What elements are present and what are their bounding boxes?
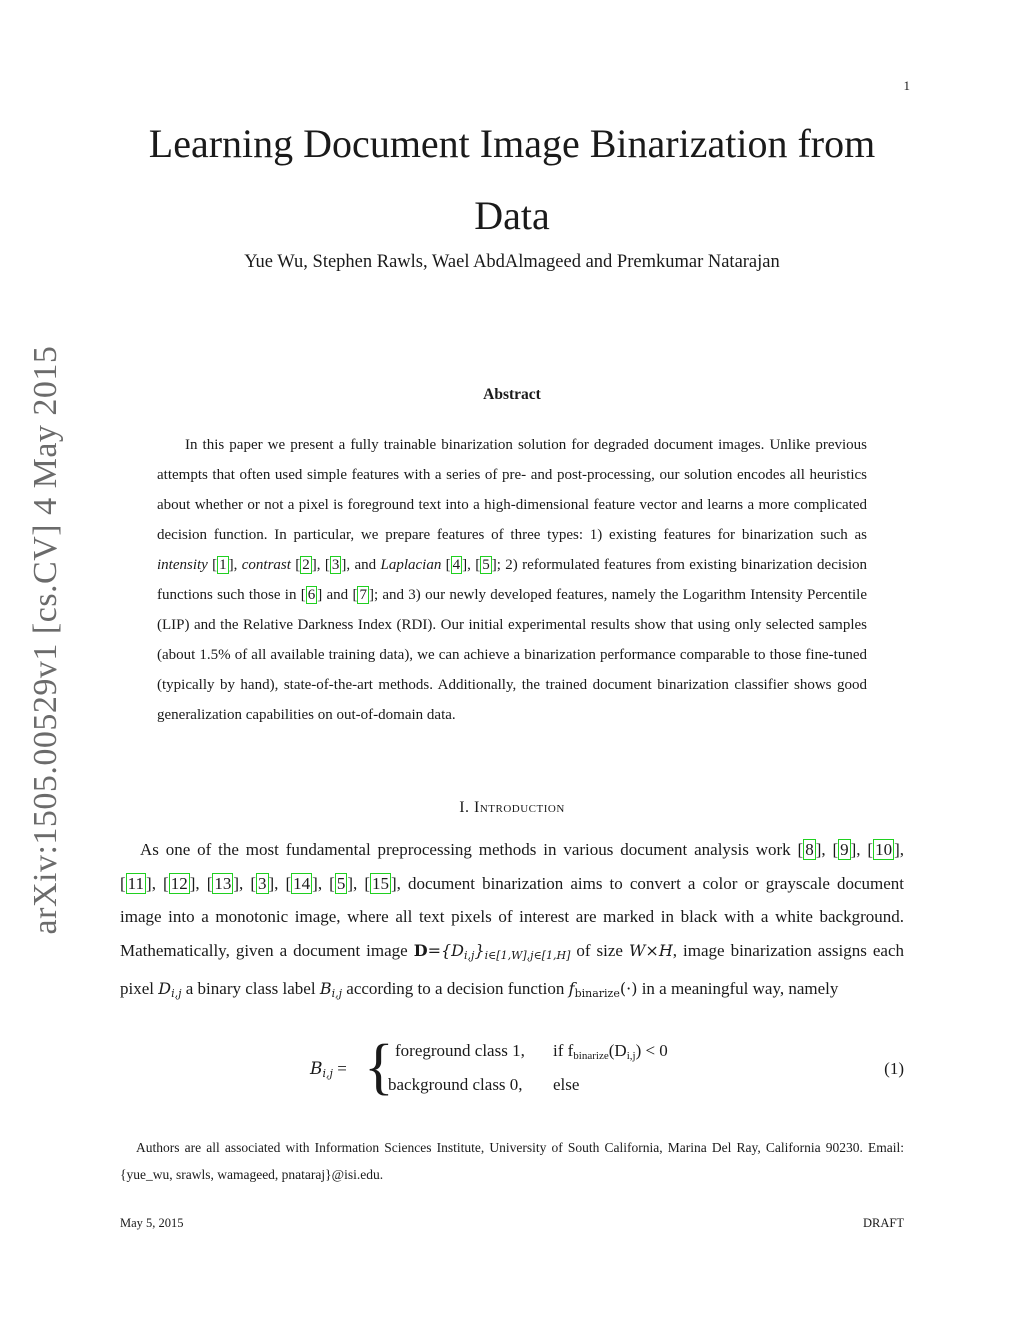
title-line-2: Data bbox=[474, 193, 550, 238]
equation-case-2 bbox=[388, 1075, 523, 1095]
citation-link[interactable]: 14 bbox=[293, 873, 311, 893]
case-2-value: background class 0, bbox=[388, 1075, 523, 1094]
citation-link[interactable]: 6 bbox=[307, 587, 316, 603]
equation-case-1-condition: if $f_{binarize}(D_{i,j}) < 0$ bbox=[553, 1041, 668, 1062]
citation-link[interactable]: 7 bbox=[359, 587, 367, 603]
intro-text-2: document binarization aims to convert a color or grayscale document image into a monotonic image, where all text pixels of interest are marked in black with a white background. Mathematically, given a document image bbox=[120, 873, 905, 960]
term-laplacian: Laplacian bbox=[380, 557, 442, 573]
section-heading-introduction bbox=[100, 799, 924, 817]
case-1-value: foreground class 1, bbox=[395, 1041, 525, 1060]
section-numeral: I. bbox=[459, 799, 470, 816]
affiliation-footnote bbox=[120, 1134, 904, 1188]
equation-1 bbox=[120, 1035, 904, 1107]
citation-link[interactable]: 5 bbox=[336, 873, 346, 893]
citation-link[interactable]: 10 bbox=[875, 840, 893, 859]
citation-link[interactable]: 12 bbox=[170, 873, 188, 893]
citation-link[interactable]: 2 bbox=[302, 557, 310, 573]
paper-title bbox=[100, 108, 924, 252]
intro-text-4: , image binarization assigns each pixel bbox=[120, 940, 905, 998]
math-label: $B_{i,j}$ bbox=[319, 979, 343, 1000]
abstract-text-3: ; and 3) our newly developed features, namely the Logarithm Intensity Percentile (LIP) and the Relative Darkness Index (RDI). Our initial experimental results show that using only selected samples (about 1.5% of all available training data), we can achieve a binarization performance comparable to those fine-tuned (typically by hand), state-of-the-art methods. Additionally, the trained document binarization classifier shows good generalization capabilities on out-of-domain data. bbox=[157, 587, 867, 723]
math-pixel: $D_{i,j}$ bbox=[158, 979, 182, 1000]
citation-link[interactable]: 1 bbox=[219, 557, 227, 573]
title-line-1: Learning Document Image Binarization from bbox=[148, 121, 876, 166]
intro-text-3: of size bbox=[576, 940, 623, 960]
abstract-text-2: ; 2) reformulated features from existing binarization decision functions such those in bbox=[157, 557, 868, 603]
citation-link[interactable]: 8 bbox=[805, 840, 814, 859]
footer-status: DRAFT bbox=[863, 1216, 904, 1230]
author-list: Yue Wu, Stephen Rawls, Wael AbdAlmageed and Premkumar Natarajan bbox=[244, 252, 780, 272]
case-1-cond-end: ) < 0 bbox=[635, 1041, 668, 1060]
citation-link[interactable]: 11 bbox=[127, 873, 145, 893]
case-2-cond: else bbox=[553, 1075, 580, 1094]
citation-link[interactable]: 13 bbox=[214, 873, 232, 893]
citation-link[interactable]: 3 bbox=[258, 873, 267, 893]
conj-and: and bbox=[326, 587, 349, 603]
equation-lhs: $B_{i,j}$ = bbox=[310, 1059, 347, 1080]
case-1-cond-prefix: if f bbox=[553, 1041, 574, 1060]
citation-link[interactable]: 4 bbox=[452, 557, 461, 573]
page-number: 1 bbox=[903, 78, 910, 93]
intro-text-7: in a meaningful way, namely bbox=[641, 979, 839, 998]
abstract-heading: Abstract bbox=[483, 386, 541, 403]
intro-text-6: according to a decision function bbox=[346, 979, 565, 998]
case-1-cond-tail: (D bbox=[608, 1041, 627, 1060]
abstract-paragraph: In this paper we present a fully trainable binarization solution for degraded document images. Unlike previous attempts that often used simple features with a series of pre- and post-processing, our solution encodes all heuristics about whether or not a pixel is foreground text into a high-dimensional feature vector and learns a more complicated decision function. In particular, we prepare features of three types: 1) existing features for binarization such as intensity [ 1 ], contrast [ 2 ], [ 3 ], and Laplacian [ 4 ], [ 5 ]; 2) reformulated features from existing binarization decision functions such those in [ 6 ] and [ 7 ]; and 3) our newly developed features, namely the Logarithm Intensity Percentile (LIP) and the Relative Darkness Index (RDI). Our initial experimental results show that using only selected samples (about 1.5% of all available training data), we can achieve a binarization performance comparable to those fine-tuned (typically by hand), state-of-the-art methods. Additionally, the trained document binarization classifier shows good generalization capabilities on out-of-domain data. bbox=[157, 437, 868, 723]
introduction-body bbox=[120, 833, 904, 1011]
intro-text-5: a binary class label bbox=[185, 979, 316, 998]
equation-number: (1) bbox=[884, 1059, 904, 1078]
equation-case-2-condition bbox=[553, 1075, 579, 1095]
citation-link[interactable]: 3 bbox=[331, 557, 340, 573]
citation-link[interactable]: 9 bbox=[840, 840, 849, 859]
footnote-text: Authors are all associated with Information Sciences Institute, University of South California, Marina Del Ray, California 90230. Email: {yue_wu, srawls, wamageed, pnataraj}@isi.edu. bbox=[120, 1140, 904, 1182]
section-title: Introduction bbox=[474, 799, 565, 816]
arxiv-stamp: arXiv:1505.00529v1 [cs.CV] 4 May 2015 bbox=[27, 345, 64, 935]
intro-text-1: As one of the most fundamental preprocessing methods in various document analysis work bbox=[140, 840, 791, 859]
term-contrast: contrast bbox=[241, 557, 291, 573]
math-decision-function: $f_{binarize}(\cdot)$ bbox=[568, 979, 638, 1000]
equation-case-1 bbox=[395, 1041, 525, 1061]
term-intensity: intensity bbox=[157, 557, 208, 573]
eq-lhs-symbol: B bbox=[310, 1059, 323, 1079]
abstract-text-1: In this paper we present a fully trainable binarization solution for degraded document images. Unlike previous attempts that often used simple features with a series of pre- and post-processing, our solution encodes all heuristics about whether or not a pixel is foreground text into a high-dimensional feature vector and learns a more complicated decision function. In particular, we prepare features of three types: 1) existing features for binarization such as bbox=[157, 437, 867, 543]
conj-and: and bbox=[354, 557, 377, 573]
left-brace: { bbox=[364, 1033, 394, 1101]
math-size: W×H bbox=[628, 940, 673, 960]
citation-link[interactable]: 15 bbox=[371, 873, 389, 893]
abstract-body bbox=[157, 430, 867, 730]
math-document-set: $D=\{D_{i,j}\}_{i\in[1,W],j\in[1,H]}$ bbox=[413, 940, 571, 962]
intro-paragraph: As one of the most fundamental preprocessing methods in various document analysis work [ 8 ], [ 9 ], [ 10 ], [ 11 ], [ 12 ], [ 13 ], [ 3 ], [ 14 ], [ 5 ], [ 15 ], document binarization aims to convert a color or grayscale document image into a monotonic image, where all text pixels of interest are marked in black with a white background. Mathematically, given a document image $D=\{D_{i,j}\}_{i\in[1,W],j\in[1,H]}$ of size W×H, image binarization assigns each pixel $D_{i,j}$ a binary class label $B_{i,j}$ according to a decision function $f_{binarize}(\cdot)$ in a meaningful way, namely bbox=[120, 840, 905, 1000]
citation-link[interactable]: 5 bbox=[482, 557, 490, 573]
footer-date: May 5, 2015 bbox=[120, 1216, 184, 1230]
